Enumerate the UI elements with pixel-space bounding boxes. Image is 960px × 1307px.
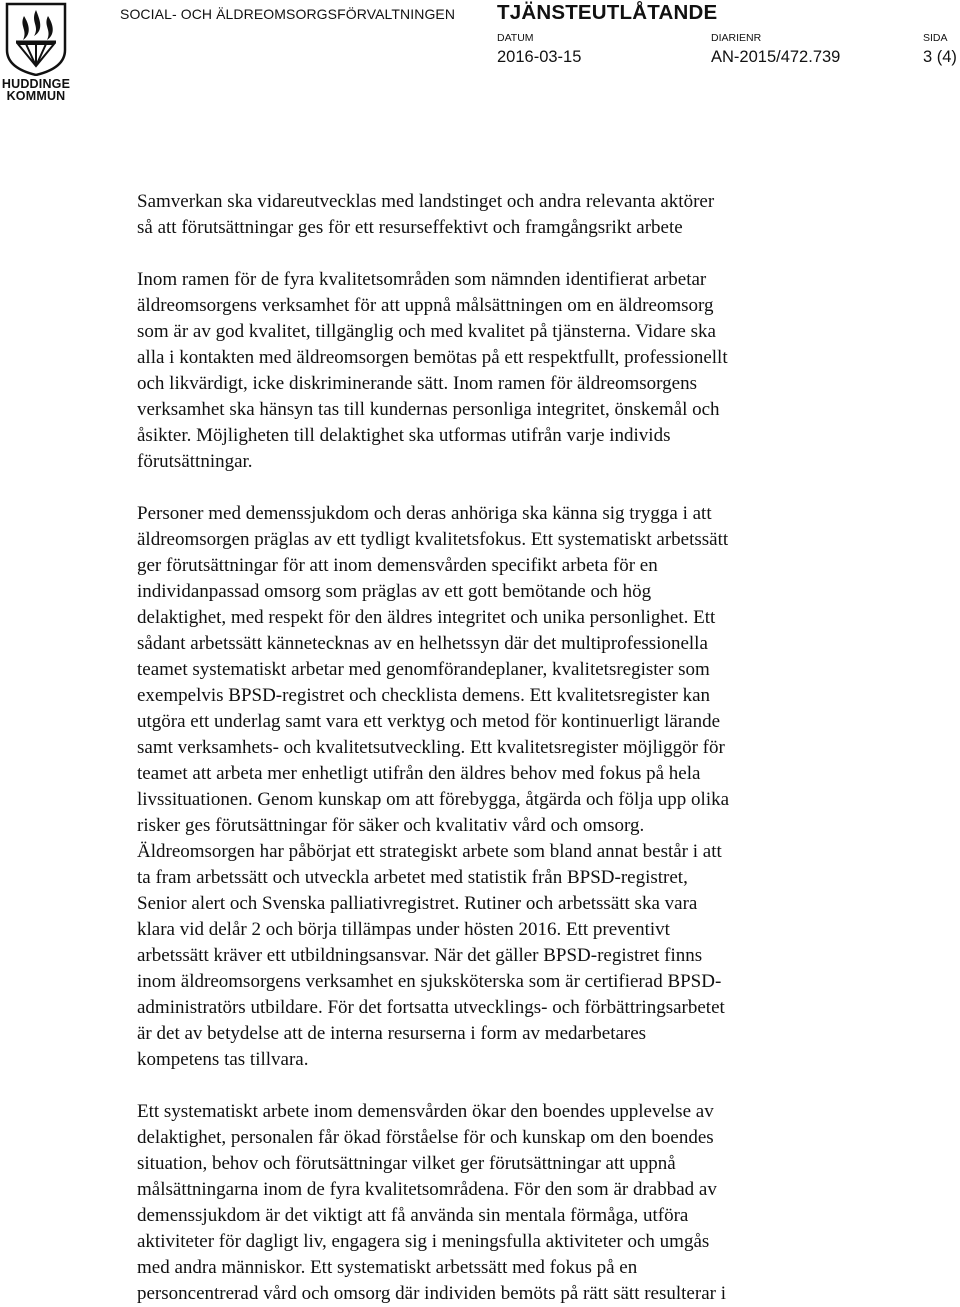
text-line: och likvärdigt, icke diskriminerande sätt. Inom ramen för äldreomsorgens (137, 373, 697, 394)
text-line: personcentrerad vård och omsorg där individen bemöts på rätt sätt resulterar i (137, 1283, 726, 1304)
municipality-logo (0, 0, 70, 106)
text-line: så att förutsättningar ges för ett resurseffektivt och framgångsrikt arbete (137, 217, 683, 238)
page-number-value: 3 (4) (923, 48, 957, 66)
text-line: äldreomsorgens verksamhet för att uppnå målsättningen om en äldreomsorg (137, 295, 714, 316)
text-line: förutsättningar. (137, 451, 253, 472)
text-line: målsättningarna inom de fyra kvalitetsområdena. För den som är drabbad av (137, 1179, 717, 1200)
text-line: som är av god kvalitet, tillgänglig och med kvalitet på tjänsterna. Vidare ska (137, 321, 716, 342)
text-line: Samverkan ska vidareutvecklas med landstinget och andra relevanta aktörer (137, 191, 715, 212)
registration-number-value: AN-2015/472.739 (711, 48, 841, 66)
date-value: 2016-03-15 (497, 48, 582, 66)
organization-name: SOCIAL- OCH ÄLDREOMSORGSFÖRVALTNINGEN (120, 6, 456, 22)
paragraph (137, 501, 853, 1073)
text-line: demenssjukdom är det viktigt att få använda sin mentala förmåga, utföra (137, 1205, 689, 1226)
text-line: delaktighet, med respekt för den äldres integritet och unika personlighet. Ett (137, 607, 716, 628)
text-line: utgöra ett underlag samt vara ett verktyg och metod för kontinuerligt lärande (137, 711, 720, 732)
document-body (137, 189, 853, 1307)
text-line: med andra människor. Ett systematiskt arbetssätt med fokus på en (137, 1257, 638, 1278)
text-line: livssituationen. Genom kunskap om att förebygga, åtgärda och följa upp olika (137, 789, 730, 810)
date-label: DATUM (497, 32, 534, 44)
text-line: är det av betydelse att de interna resurserna i form av medarbetares (137, 1023, 647, 1044)
logo-text-line1: HUDDINGE (1, 77, 71, 91)
text-line: klara vid delår 2 och börja tillämpas under hösten 2016. Ett preventivt (137, 919, 670, 940)
text-line: verksamhet ska hänsyn tas till kundernas personliga integritet, önskemål och (137, 399, 720, 420)
text-line: ger förutsättningar för att inom demensvården specifikt arbeta för en (137, 555, 658, 576)
document-type: TJÄNSTEUTLÅTANDE (497, 1, 718, 24)
registration-number-label: DIARIENR (711, 32, 762, 44)
text-line: Ett systematiskt arbete inom demensvården ökar den boendes upplevelse av (137, 1101, 714, 1122)
paragraph (137, 1099, 853, 1307)
text-line: Inom ramen för de fyra kvalitetsområden som nämnden identifierat arbetar (137, 269, 707, 290)
text-line: Senior alert och Svenska palliativregistret. Rutiner och arbetssätt ska vara (137, 893, 698, 914)
paragraph (137, 267, 853, 475)
text-line: exempelvis BPSD-registret och checklista demens. Ett kvalitetsregister kan (137, 685, 711, 706)
page-label: SIDA (923, 32, 948, 44)
text-line: ta fram arbetssätt och utveckla arbetet med statistik från BPSD-registret, (137, 867, 688, 888)
text-line: delaktighet, personalen får ökad förståelse för och kunskap om den boendes (137, 1127, 714, 1148)
text-line: inom äldreomsorgens verksamhet en sjuksköterska som är certifierad BPSD- (137, 971, 722, 992)
paragraph (137, 189, 853, 241)
text-line: teamet att arbeta mer enhetligt utifrån den äldres behov med fokus på hela (137, 763, 701, 784)
logo-text-line2: KOMMUN (6, 89, 66, 103)
text-line: teamet systematiskt arbetar med genomförandeplaner, kvalitetsregister som (137, 659, 710, 680)
text-line: Äldreomsorgen har påbörjat ett strategiskt arbete som bland annat består i att (137, 841, 722, 862)
text-line: risker ges förutsättningar för säker och kvalitativ vård och omsorg. (137, 815, 645, 836)
text-line: administratörs utbildare. För det fortsatta utvecklings- och förbättringsarbetet (137, 997, 725, 1018)
huddinge-crest-icon (4, 2, 68, 76)
text-line: sådant arbetssätt kännetecknas av en helhetssyn där det multiprofessionella (137, 633, 708, 654)
text-line: samt verksamhets- och kvalitetsutveckling. Ett kvalitetsregister möjliggör för (137, 737, 725, 758)
text-line: aktiviteter för dagligt liv, engagera sig i meningsfulla aktiviteter och umgås (137, 1231, 710, 1252)
text-line: äldreomsorgen präglas av ett tydligt kvalitetsfokus. Ett systematiskt arbetssätt (137, 529, 729, 550)
text-line: Personer med demenssjukdom och deras anhöriga ska känna sig trygga i att (137, 503, 712, 524)
text-line: situation, behov och förutsättningar vilket ger förutsättningar att uppnå (137, 1153, 676, 1174)
text-line: arbetssätt kräver ett utbildningsansvar. När det gäller BPSD-registret finns (137, 945, 703, 966)
text-line: kompetens tas tillvara. (137, 1049, 309, 1070)
text-line: alla i kontakten med äldreomsorgen bemötas på ett respektfullt, professionellt (137, 347, 728, 368)
text-line: åsikter. Möjligheten till delaktighet ska utformas utifrån varje individs (137, 425, 671, 446)
text-line: individanpassad omsorg som präglas av ett gott bemötande och hög (137, 581, 652, 602)
